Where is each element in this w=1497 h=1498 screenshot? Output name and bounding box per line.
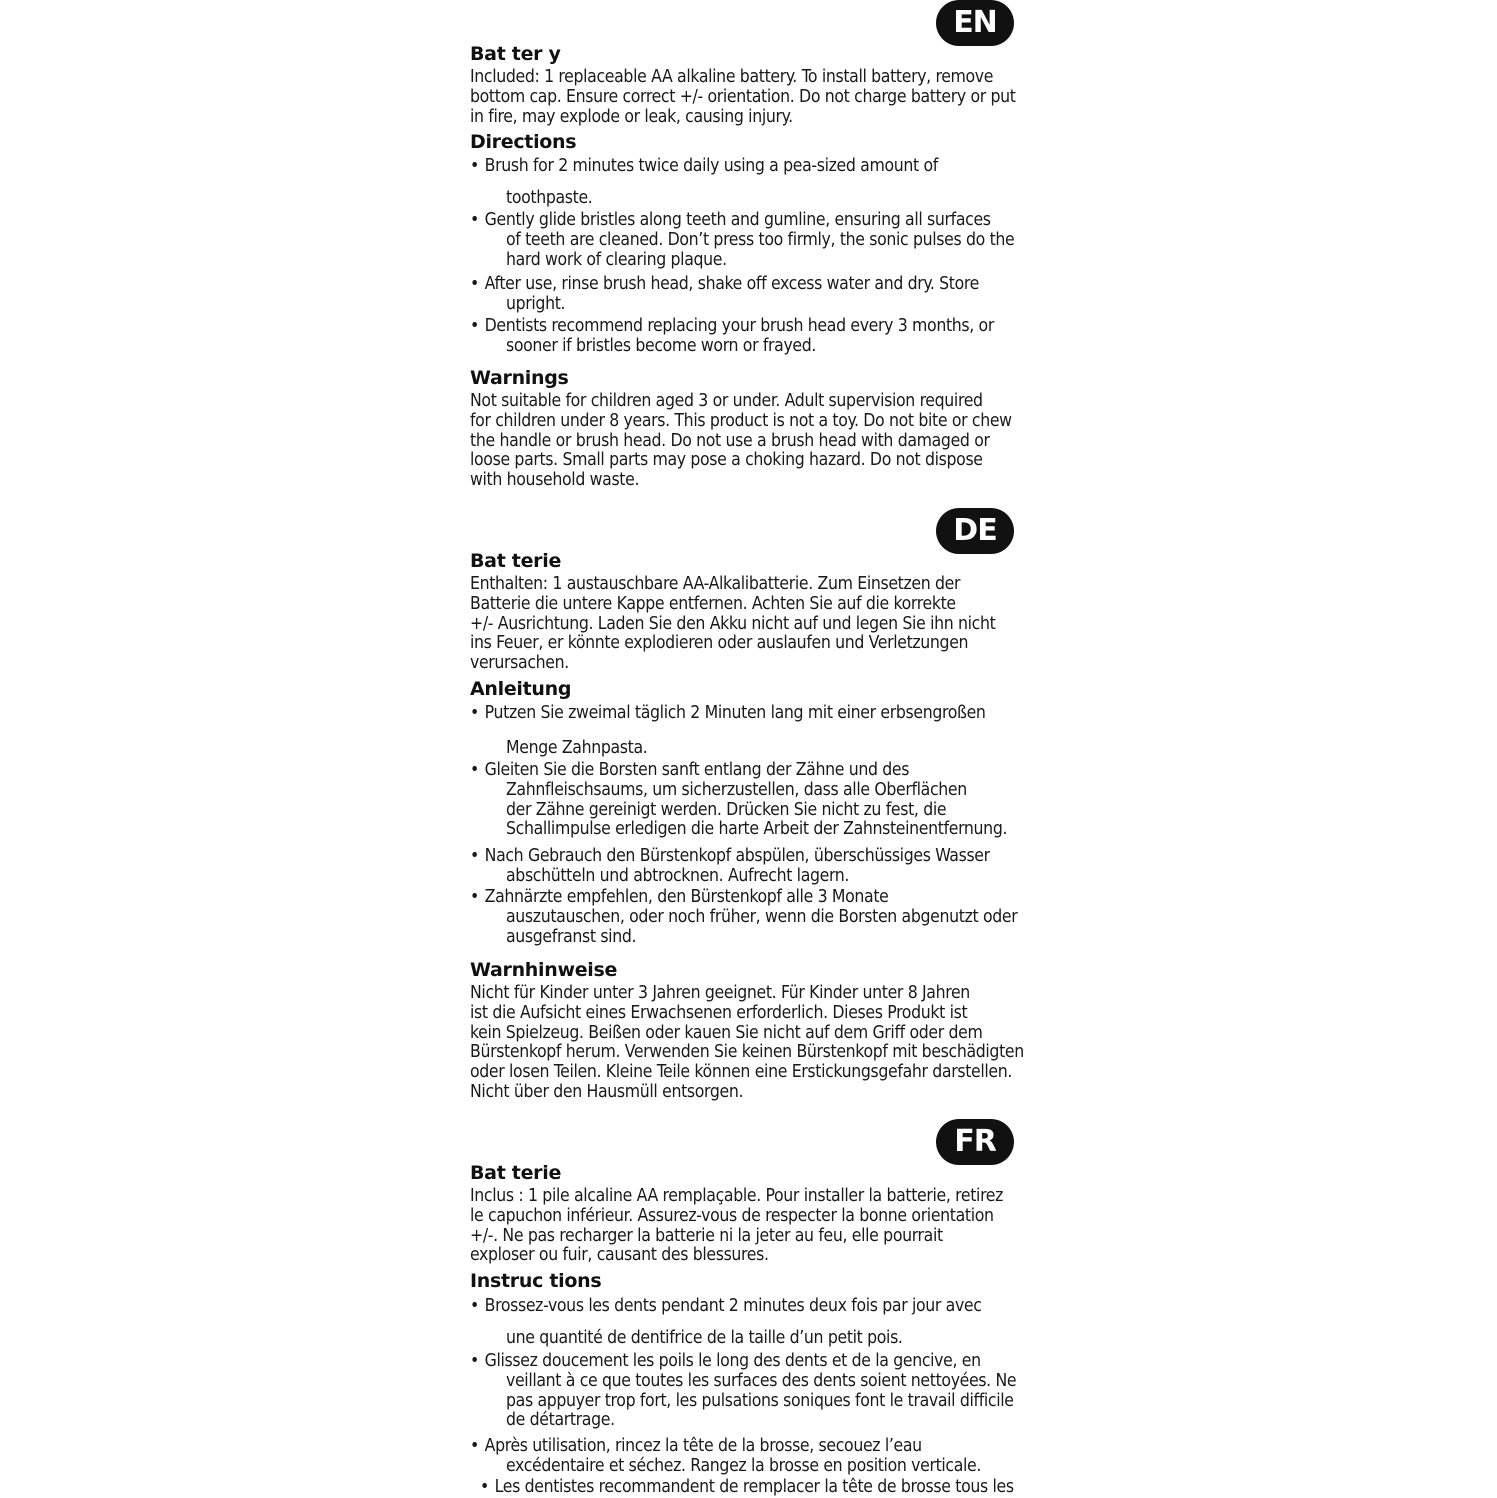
- de-battery-heading: Bat terie: [470, 550, 562, 572]
- en-warnings-text: Not suitable for children aged 3 or under. Adult supervision required for children under 8 years. This product is not a toy. Do not bite or chew the handle or brush head. Do not use a brush head with damaged or loose parts. Small parts may pose a choking hazard. Do not dispose with household waste.: [470, 391, 1012, 491]
- de-warnings-text: Nicht für Kinder unter 3 Jahren geeignet. Für Kinder unter 8 Jahren ist die Aufsicht eines Erwachsenen erforderlich. Dieses Produkt ist kein Spielzeug. Beißen oder kauen Sie nicht auf dem Griff oder dem Bürstenkopf herum. Verwenden Sie keinen Bürstenkopf mit beschädigten oder losen Teilen. Kleine Teile können eine Erstickungsgefahr darstellen. Nicht über den Hausmüll entsorgen.: [470, 983, 1024, 1102]
- language-badge-en: EN: [936, 0, 1014, 46]
- de-battery-text: Enthalten: 1 austauschbare AA-Alkalibatterie. Zum Einsetzen der Batterie die untere Kappe entfernen. Achten Sie auf die korrekte +/- Ausrichtung. Laden Sie den Akku nicht auf und legen Sie ihn nicht ins Feuer, er könnte explodieren oder auslaufen und Verletzungen verursachen.: [470, 574, 996, 674]
- de-direction-item: • Nach Gebrauch den Bürstenkopf abspülen, überschüssiges Wasser abschütteln und abtrocknen. Aufrecht lagern.: [470, 846, 990, 886]
- fr-direction-item: • Après utilisation, rincez la tête de la brosse, secouez l’eau excédentaire et séchez. Rangez la brosse en position verticale.: [470, 1436, 982, 1476]
- en-direction-item: • After use, rinse brush head, shake off excess water and dry. Store upright.: [470, 274, 979, 314]
- de-direction-item: • Gleiten Sie die Borsten sanft entlang der Zähne und des Zahnfleischsaums, um sicherzustellen, dass alle Oberflächen der Zähne gereinigt werden. Drücken Sie nicht zu fest, die Schallimpulse erledigen die harte Arbeit der Zahnsteinentfernung.: [470, 760, 1008, 840]
- language-badge-de: DE: [936, 508, 1014, 554]
- fr-direction-item: • Glissez doucement les poils le long des dents et de la gencive, en veillant à ce que toutes les surfaces des dents soient nettoyées. Ne pas appuyer trop fort, les pulsations soniques font le travail difficile de détartrage.: [470, 1351, 1017, 1431]
- en-direction-item-continued: toothpaste.: [506, 188, 593, 208]
- language-badge-fr: FR: [936, 1119, 1014, 1165]
- en-direction-item: • Gently glide bristles along teeth and gumline, ensuring all surfaces of teeth are cleaned. Don’t press too firmly, the sonic pulses do the hard work of clearing plaque.: [470, 210, 1015, 270]
- fr-battery-heading: Bat terie: [470, 1162, 562, 1184]
- en-direction-item: • Dentists recommend replacing your brush head every 3 months, or sooner if bristles become worn or frayed.: [470, 316, 994, 356]
- fr-direction-item: • Les dentistes recommandent de remplacer la tête de brosse tous les: [480, 1477, 1014, 1497]
- fr-directions-heading: Instruc tions: [470, 1270, 602, 1292]
- en-direction-item: • Brush for 2 minutes twice daily using a pea-sized amount of: [470, 156, 938, 176]
- fr-direction-item: • Brossez-vous les dents pendant 2 minutes deux fois par jour avec: [470, 1296, 982, 1316]
- de-direction-item: • Putzen Sie zweimal täglich 2 Minuten lang mit einer erbsengroßen: [470, 703, 986, 723]
- fr-battery-text: Inclus : 1 pile alcaline AA remplaçable. Pour installer la batterie, retirez le capuchon inférieur. Assurez-vous de respecter la bonne orientation +/-. Ne pas recharger la batterie ni la jeter au feu, elle pourrait exploser ou fuir, causant des blessures.: [470, 1186, 1004, 1266]
- de-warnings-heading: Warnhinweise: [470, 959, 618, 981]
- fr-direction-item-continued: une quantité de dentifrice de la taille d’un petit pois.: [506, 1328, 903, 1348]
- en-battery-heading: Bat ter y: [470, 43, 561, 65]
- de-direction-item: • Zahnärzte empfehlen, den Bürstenkopf alle 3 Monate auszutauschen, oder noch früher, wenn die Borsten abgenutzt oder ausgefranst sind.: [470, 887, 1018, 947]
- de-direction-item-continued: Menge Zahnpasta.: [506, 738, 648, 758]
- de-directions-heading: Anleitung: [470, 678, 572, 700]
- en-warnings-heading: Warnings: [470, 367, 569, 389]
- en-directions-heading: Directions: [470, 131, 577, 153]
- en-battery-text: Included: 1 replaceable AA alkaline battery. To install battery, remove bottom cap. Ensure correct +/- orientation. Do not charge battery or put in fire, may explode or leak, causing injury.: [470, 67, 1016, 127]
